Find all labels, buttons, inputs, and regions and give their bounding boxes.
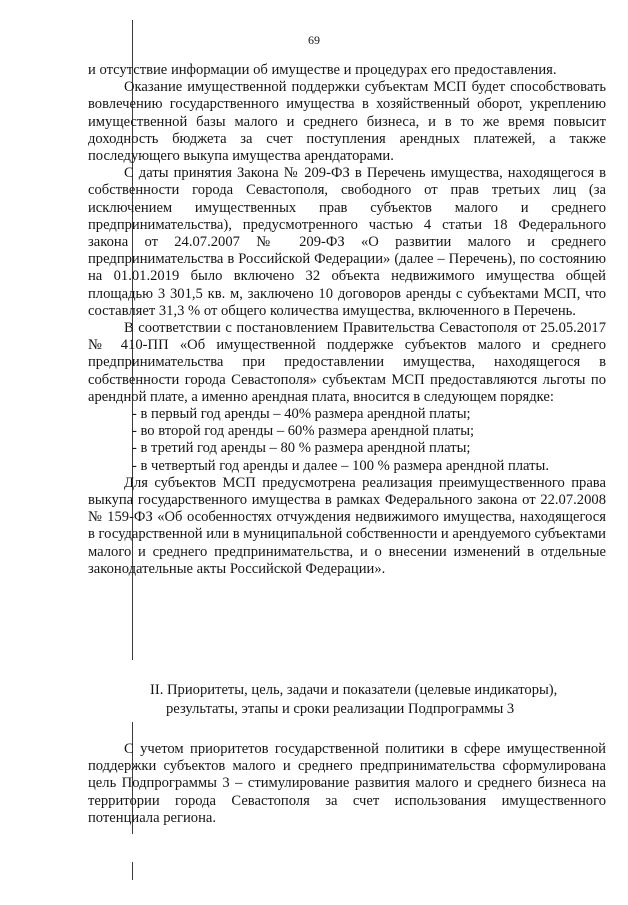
page-number: 69 bbox=[308, 33, 320, 47]
paragraph-goal: С учетом приоритетов государственной политики в сфере имущественной поддержки субъектов малого и среднего предпринимательства сформулирована цель Подпрограммы 3 – стимулирование развития малого и среднего бизнеса на территории города Севастополя за счет использования имущественного потенциала региона. bbox=[88, 741, 606, 826]
rent-benefit-list bbox=[88, 406, 606, 475]
section-heading bbox=[150, 681, 606, 719]
paragraph-buyout: Для субъектов МСП предусмотрена реализация преимущественного права выкупа государственного имущества в рамках Федерального закона от 22.07.2008 № 159-ФЗ «Об особенностях отчуждения недвижимого имущества, находящегося в государственной или в муниципальной собственности и арендуемого субъектами малого и среднего предпринимательства, и о внесении изменений в отдельные законодательные акты Российской Федерации». bbox=[88, 474, 606, 577]
section-one-text bbox=[88, 62, 606, 578]
list-item: - во второй год аренды – 60% размера арендной платы; bbox=[132, 423, 475, 440]
scan-artifact-line bbox=[132, 862, 133, 880]
section-two-text bbox=[88, 741, 606, 827]
paragraph-perechen: С даты принятия Закона № 209-ФЗ в Перечень имущества, находящегося в собственности города Севастополя, свободного от прав третьих лиц (за исключением имущественных прав субъектов малого и среднего предпринимательства), предусмотренного частью 4 статьи 18 Федерального закона от 24.07.2007 № 209-ФЗ «О развитии малого и среднего предпринимательства в Российской Федерации» (далее – Перечень), по состоянию на 01.01.2019 было включено 32 объекта недвижимого имущества общей площадью 3 301,5 кв. м, заключено 10 договоров аренды с субъектами МСП, что составляет 31,3 % от общего количества имущества, включенного в Перечень. bbox=[88, 165, 606, 319]
paragraph-resolution: В соответствии с постановлением Правительства Севастополя от 25.05.2017 № 410-ПП «Об имущественной поддержке субъектов малого и среднего предпринимательства при предоставлении имущества, находящегося в собственности города Севастополя» субъектам МСП предоставляются льготы по арендной плате, а именно арендная плата, вносится в следующем порядке: bbox=[88, 320, 606, 405]
paragraph-support: Оказание имущественной поддержки субъектам МСП будет способствовать вовлечению государственного имущества в хозяйственный оборот, укреплению имущественной базы малого и среднего бизнеса, и в то же время повысит доходность бюджета за счет поступления арендных платежей, а также последующего выкупа имущества арендаторами. bbox=[88, 79, 606, 165]
list-item: - в третий год аренды – 80 % размера арендной платы; bbox=[132, 440, 471, 457]
paragraph-continuation: и отсутствие информации об имуществе и процедурах его предоставления. bbox=[88, 62, 557, 78]
section-heading-line: II. Приоритеты, цель, задачи и показатели (целевые индикаторы), bbox=[150, 682, 558, 698]
list-item: - в первый год аренды – 40% размера арендной платы; bbox=[132, 406, 471, 423]
section-heading-line: результаты, этапы и сроки реализации Подпрограммы 3 bbox=[166, 701, 515, 717]
list-item: - в четвертый год аренды и далее – 100 % размера арендной платы. bbox=[132, 457, 549, 474]
